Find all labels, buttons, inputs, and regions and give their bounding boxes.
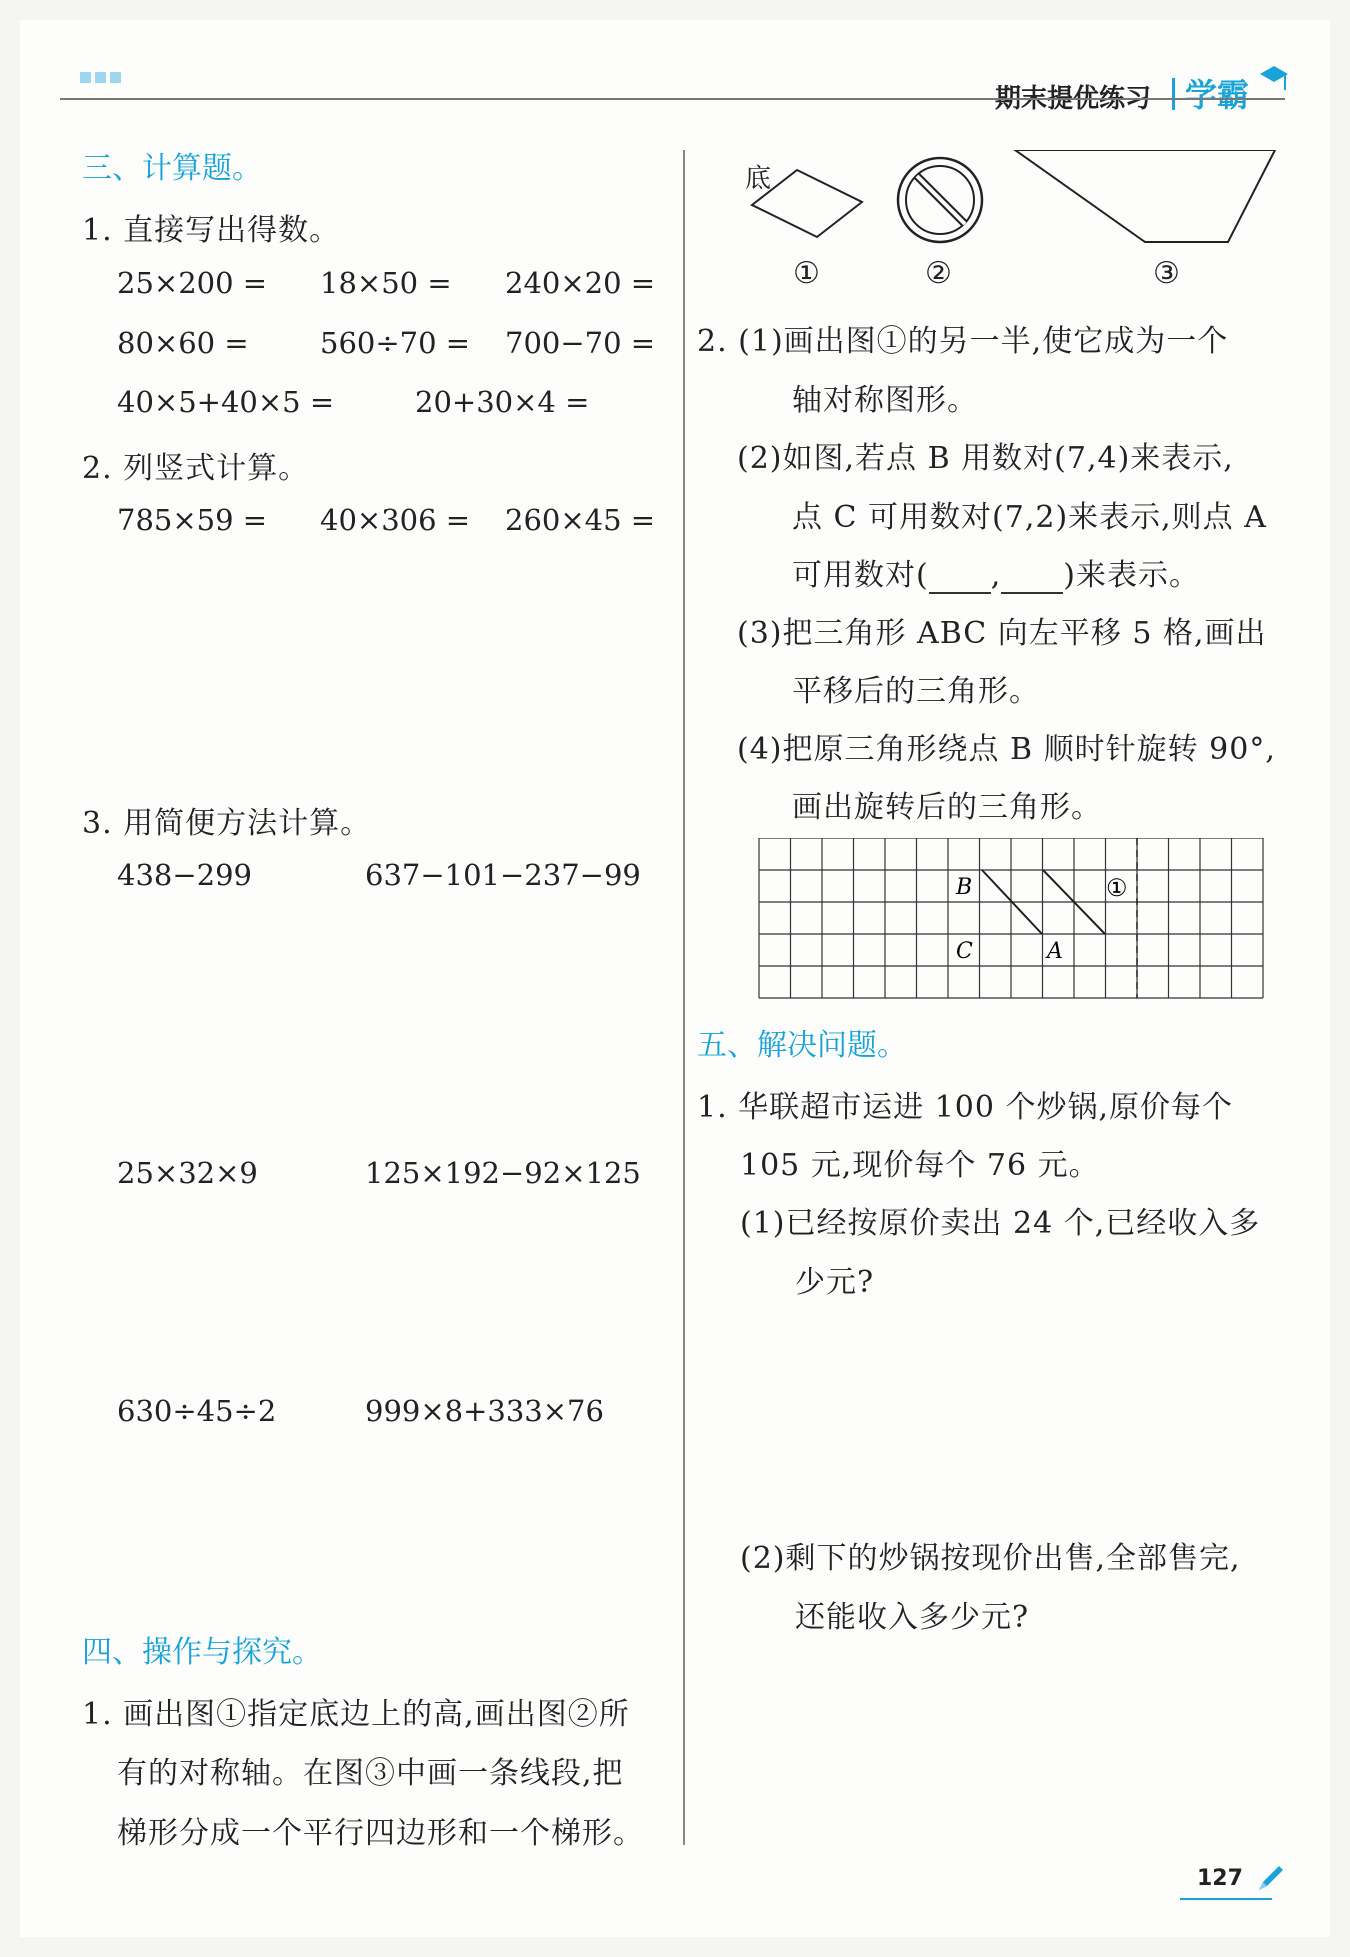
point-label-c: C	[956, 939, 973, 964]
calc-item: 637−101−237−99	[365, 858, 641, 892]
q4-2-line: 2. (1)画出图①的另一半,使它成为一个	[697, 324, 1229, 359]
calc-item: 125×192−92×125	[365, 1156, 641, 1190]
q5-1-line: (1)已经按原价卖出 24 个,已经收入多	[740, 1206, 1261, 1241]
graduation-cap-icon	[1258, 62, 1290, 98]
q3-3-title: 3. 用简便方法计算。	[82, 806, 372, 841]
q3-1-title: 1. 直接写出得数。	[82, 213, 341, 248]
point-label-a: A	[1047, 939, 1063, 964]
calc-item: 260×45 =	[505, 503, 656, 537]
calc-item: 25×200 =	[117, 266, 268, 300]
q4-2-line: (2)如图,若点 B 用数对(7,4)来表示,	[737, 441, 1234, 476]
page-number-rule	[1180, 1898, 1272, 1900]
calc-item: 560÷70 =	[320, 326, 471, 360]
q4-2-line-answer: 可用数对( , )来表示。	[792, 558, 1200, 593]
base-label: 底	[745, 164, 773, 194]
section4-title: 四、操作与探究。	[82, 1635, 322, 1670]
q4-1-line: 有的对称轴。在图③中画一条线段,把	[117, 1756, 624, 1791]
calc-item: 40×5+40×5 =	[117, 385, 335, 419]
q5-1-line: 105 元,现价每个 76 元。	[740, 1148, 1100, 1183]
figure-label-1: ①	[793, 256, 821, 291]
calc-item: 630÷45÷2	[117, 1394, 277, 1428]
calc-item: 18×50 =	[320, 266, 452, 300]
calc-item: 438−299	[117, 858, 253, 892]
q5-1-line: 少元?	[795, 1265, 875, 1300]
calc-item: 40×306 =	[320, 503, 471, 537]
q4-2-line: 平移后的三角形。	[792, 674, 1040, 709]
figures-row	[740, 150, 1290, 260]
q5-1-line: (2)剩下的炒锅按现价出售,全部售完,	[740, 1541, 1241, 1576]
calc-item: 999×8+333×76	[365, 1394, 604, 1428]
calc-item: 80×60 =	[117, 326, 249, 360]
q4-2-line: 点 C 可用数对(7,2)来表示,则点 A	[792, 500, 1267, 535]
header-rule	[60, 98, 1285, 100]
coordinate-grid	[757, 838, 1267, 1003]
header-title: 期末提优练习	[995, 84, 1152, 114]
header-divider	[1172, 78, 1175, 110]
calc-item: 785×59 =	[117, 503, 268, 537]
trapezoid-figure	[1015, 150, 1275, 242]
q4-2-line: (3)把三角形 ABC 向左平移 5 格,画出	[737, 616, 1267, 651]
figure-label-3: ③	[1153, 256, 1181, 291]
grid-figure-label: ①	[1106, 874, 1128, 902]
q4-1-line: 梯形分成一个平行四边形和一个梯形。	[117, 1816, 644, 1851]
calc-item: 700−70 =	[505, 326, 656, 360]
column-divider	[683, 150, 685, 1845]
q4-2-line: 画出旋转后的三角形。	[792, 790, 1102, 825]
q4-2-line: 轴对称图形。	[792, 383, 978, 418]
answer-blank-y[interactable]	[1001, 568, 1063, 594]
rhombus-figure	[752, 170, 862, 237]
header-brand: 学霸	[1185, 76, 1250, 114]
pencil-icon	[1253, 1862, 1287, 1896]
calc-item: 20+30×4 =	[415, 385, 590, 419]
section3-title: 三、计算题。	[82, 151, 262, 186]
q5-1-line: 1. 华联超市运进 100 个炒锅,原价每个	[697, 1090, 1234, 1125]
figure-label-2: ②	[925, 256, 953, 291]
page-number: 127	[1197, 1866, 1243, 1891]
section5-title: 五、解决问题。	[697, 1028, 907, 1063]
calc-item: 240×20 =	[505, 266, 656, 300]
header-decoration	[80, 68, 125, 87]
answer-blank-x[interactable]	[929, 568, 991, 594]
q3-2-title: 2. 列竖式计算。	[82, 451, 310, 486]
calc-item: 25×32×9	[117, 1156, 258, 1190]
point-label-b: B	[956, 875, 973, 900]
q5-1-line: 还能收入多少元?	[795, 1600, 1030, 1635]
q4-2-line: (4)把原三角形绕点 B 顺时针旋转 90°,	[737, 732, 1276, 767]
q4-1-line: 1. 画出图①指定底边上的高,画出图②所	[82, 1697, 630, 1732]
